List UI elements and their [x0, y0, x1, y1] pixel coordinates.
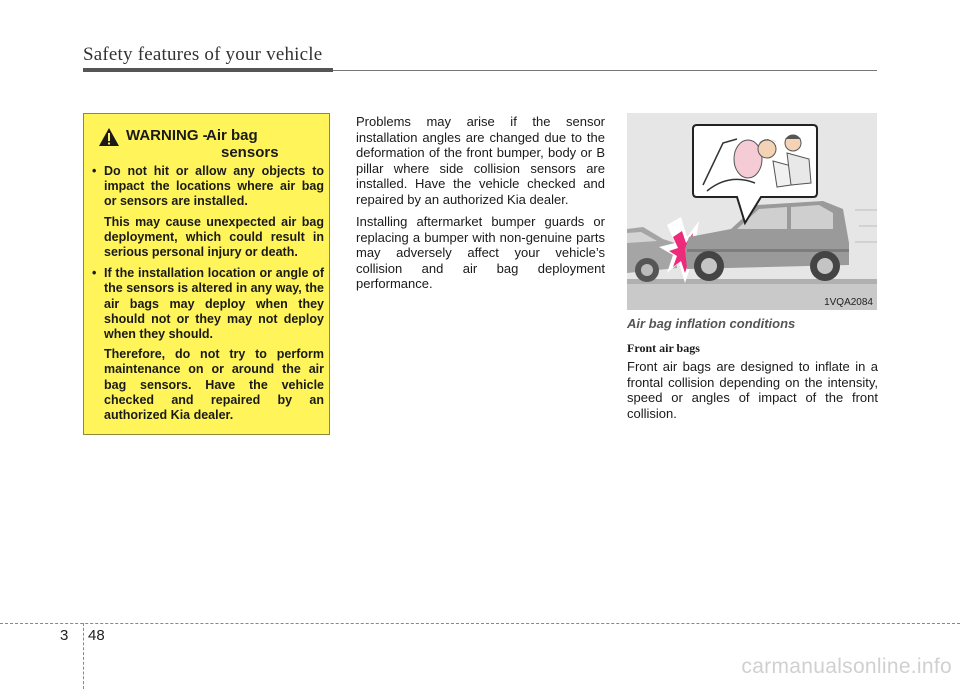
warning-box	[83, 113, 330, 435]
warning-title	[94, 124, 324, 160]
collision-illustration-art	[627, 113, 877, 310]
warning-topic-line2: sensors	[221, 144, 279, 161]
warning-item-text: This may cause unexpected air bag deployment, which could result in serious personal injury or death.	[104, 214, 324, 260]
collision-illustration	[627, 113, 877, 310]
page-header-title: Safety features of your vehicle	[83, 44, 323, 65]
warning-item-text: Do not hit or allow any objects to impact the locations where air bag or sensors are installed.	[104, 164, 324, 209]
header-rule-thin	[333, 70, 877, 71]
body-paragraph: Front air bags are designed to inflate in a frontal collision depending on the intensity, speed or angles of impact of the front collision.	[627, 359, 878, 421]
page-number: 48	[88, 627, 105, 644]
warning-topic-line1: Air bag	[206, 127, 258, 144]
bullet: •	[92, 266, 97, 281]
figure-code: 1VQA2084	[824, 297, 873, 308]
warning-topic	[206, 127, 316, 161]
body-paragraph: Problems may arise if the sensor installation angles are changed due to the deformation of the front bumper, body or B pillar where side collision sensors are installed. Have the vehicle checked and repaired by an authorized Kia dealer.	[356, 114, 605, 207]
warning-item	[92, 266, 324, 423]
middle-column	[356, 114, 605, 299]
warning-list	[92, 164, 324, 429]
warning-label: WARNING -	[126, 127, 208, 144]
warning-item-text: If the installation location or angle of the sensors is altered in any way, the air bags may deploy when they should not or they may not deploy when they should.	[104, 266, 324, 342]
subsection-title: Front air bags	[627, 340, 700, 355]
header-rule-thick	[83, 68, 333, 72]
warning-item	[92, 164, 324, 260]
warning-triangle-icon	[98, 127, 120, 147]
footer-divider-vertical	[83, 623, 84, 689]
right-column	[627, 316, 878, 421]
bullet: •	[92, 164, 97, 178]
footer-divider	[0, 623, 960, 624]
body-paragraph: Installing aftermarket bumper guards or replacing a bumper with non-genuine parts may adversely affect your vehicle’s collision and air bag deployment performance.	[356, 214, 605, 291]
chapter-number: 3	[60, 627, 69, 644]
watermark: carmanualsonline.info	[741, 655, 952, 678]
warning-item-text: Therefore, do not try to perform maintenance on or around the air bag sensors. Have the vehicle checked and repaired by an authorized Kia dealer.	[104, 347, 324, 423]
section-title: Air bag inflation conditions	[627, 316, 796, 331]
